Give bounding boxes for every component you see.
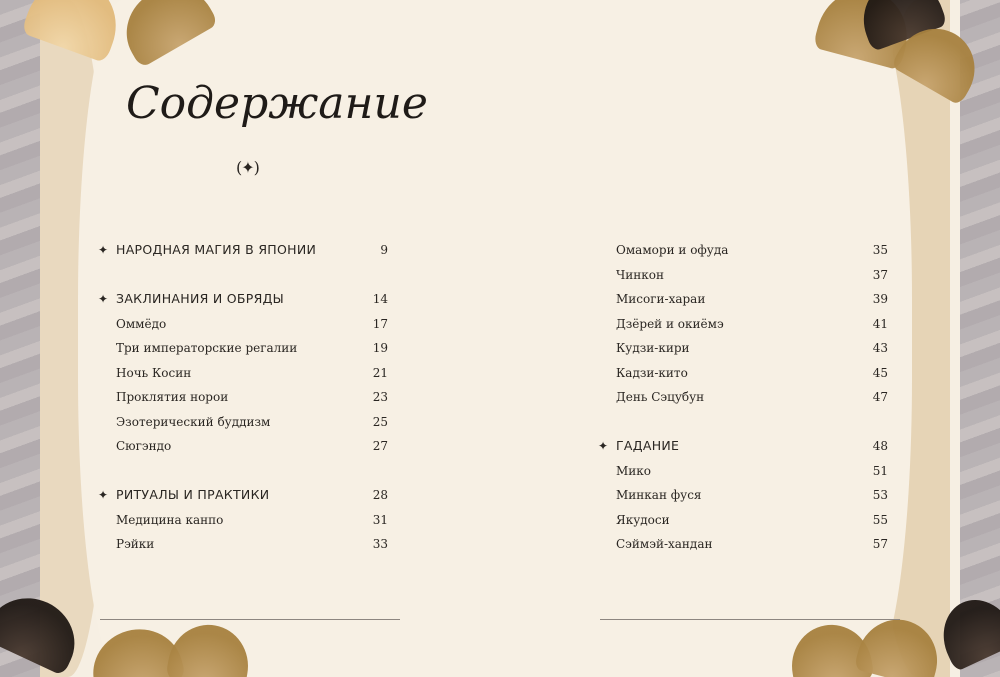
toc-item-row[interactable] (98, 387, 388, 412)
ornament-icon: (✦) (236, 158, 259, 177)
toc-gap (598, 412, 888, 437)
toc-entry-label: День Сэцубун (616, 390, 705, 404)
toc-page-number: 39 (872, 292, 888, 306)
toc-entry-label: НАРОДНАЯ МАГИЯ В ЯПОНИИ (116, 242, 317, 257)
toc-entry-label: Мисоги-хараи (616, 292, 706, 306)
toc-item-row[interactable] (598, 363, 888, 388)
toc-entry-label: Кадзи-кито (616, 365, 688, 380)
toc-item-row[interactable] (598, 240, 888, 265)
toc-item-row[interactable] (598, 387, 888, 412)
toc-left-column (98, 240, 388, 559)
toc-entry-label: РИТУАЛЫ И ПРАКТИКИ (116, 487, 270, 502)
toc-item-row[interactable] (598, 534, 888, 559)
toc-item-row[interactable] (98, 363, 388, 388)
toc-item-row[interactable] (98, 534, 388, 559)
toc-item-row[interactable] (598, 314, 888, 339)
toc-item-row[interactable] (598, 265, 888, 290)
toc-section-row[interactable] (98, 289, 388, 314)
toc-entry-label: Эзотерический буддизм (116, 414, 271, 429)
toc-page-number: 37 (872, 267, 888, 282)
toc-item-row[interactable] (98, 314, 388, 339)
toc-section-row[interactable] (98, 485, 388, 510)
toc-item-row[interactable] (598, 461, 888, 486)
toc-page-number: 55 (872, 512, 888, 527)
toc-entry-label: Якудоси (616, 512, 670, 527)
toc-page-number: 45 (872, 365, 888, 380)
toc-entry-label: Медицина канпо (116, 512, 224, 527)
toc-page-number: 57 (872, 537, 888, 551)
star-icon: ✦ (98, 243, 109, 257)
toc-page-number: 23 (372, 390, 388, 404)
page-title: Содержание (126, 78, 428, 129)
toc-page-number: 51 (872, 463, 888, 478)
star-icon: ✦ (98, 292, 109, 306)
toc-gap (98, 461, 388, 486)
toc-page-number: 53 (872, 488, 888, 502)
toc-entry-label: Сюгэндо (116, 439, 172, 453)
toc-entry-label: ГАДАНИЕ (616, 438, 680, 453)
toc-entry-label: Рэйки (116, 537, 155, 551)
toc-entry-label: ЗАКЛИНАНИЯ И ОБРЯДЫ (116, 291, 285, 306)
toc-page-number: 35 (872, 243, 888, 257)
toc-page-number: 19 (372, 341, 388, 355)
toc-page-number: 48 (872, 439, 888, 453)
toc-page-number: 27 (372, 439, 388, 453)
toc-item-row[interactable] (598, 485, 888, 510)
toc-right-column (598, 240, 888, 559)
toc-entry-label: Сэймэй-хандан (616, 537, 713, 551)
star-icon: ✦ (98, 488, 109, 502)
toc-entry-label: Дзёрей и окиёмэ (616, 316, 724, 331)
toc-item-row[interactable] (98, 436, 388, 461)
toc-entry-label: Чинкон (616, 267, 664, 282)
toc-entry-label: Ночь Косин (116, 365, 192, 380)
divider-right (600, 619, 900, 620)
toc-entry-label: Проклятия норои (116, 390, 229, 404)
toc-page-number: 14 (372, 292, 388, 306)
toc-gap (98, 265, 388, 290)
toc-item-row[interactable] (598, 289, 888, 314)
toc-item-row[interactable] (598, 510, 888, 535)
toc-entry-label: Омамори и офуда (616, 243, 729, 257)
toc-page-number: 28 (372, 488, 388, 502)
toc-page-number: 21 (372, 365, 388, 380)
toc-entry-label: Кудзи-кири (616, 341, 690, 355)
divider-left (100, 619, 400, 620)
toc-page-number: 25 (372, 414, 388, 429)
star-icon: ✦ (598, 439, 609, 453)
toc-page-number: 17 (372, 316, 388, 331)
toc-entry-label: Мико (616, 463, 652, 478)
toc-section-row[interactable] (598, 436, 888, 461)
toc-page-number: 47 (872, 390, 888, 404)
toc-item-row[interactable] (98, 338, 388, 363)
toc-entry-label: Минкан фуся (616, 488, 702, 502)
toc-page-number: 43 (872, 341, 888, 355)
toc-entry-label: Три императорские регалии (116, 341, 298, 355)
toc-page-number: 31 (372, 512, 388, 527)
toc-item-row[interactable] (98, 412, 388, 437)
toc-page-number: 33 (372, 537, 388, 551)
toc-page-number: 41 (872, 316, 888, 331)
toc-item-row[interactable] (98, 510, 388, 535)
toc-section-row[interactable] (98, 240, 388, 265)
toc-entry-label: Оммёдо (116, 316, 167, 331)
toc-item-row[interactable] (598, 338, 888, 363)
toc-page-number: 9 (380, 243, 388, 257)
